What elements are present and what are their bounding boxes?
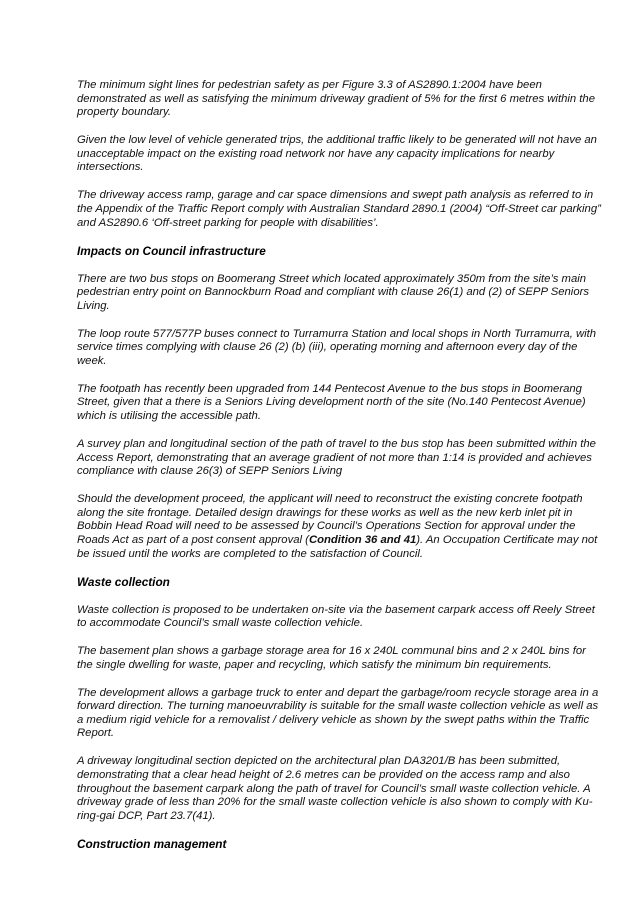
heading-waste-collection: Waste collection	[77, 574, 170, 589]
paragraph-footpath: The footpath has recently been upgraded from 144 Pentecost Avenue to the bus stops in Boomerang Street, given that a there is a Seniors Living development north of the site (No.140 Pentecost Avenue) which is utilising the accessible path.	[77, 382, 586, 423]
paragraph-footpath-text-end: ). An Occupation Certificate may not be issued until the works are completed to the satisfaction of Council.	[77, 533, 598, 560]
paragraph-footpath-reconstruction	[77, 493, 603, 561]
paragraph-sight-lines: The minimum sight lines for pedestrian safety as per Figure 3.3 of AS2890.1:2004 have been demonstrated as well as satisfying the minimum driveway gradient of 5% for the first 6 metres within the property boundary.	[77, 79, 595, 119]
paragraph-bin-storage: The basement plan shows a garbage storage area for 16 x 240L communal bins and 2 x 240L bins for the single dwelling for waste, paper and recycling, which satisfy the minimum bin requirements.	[77, 645, 586, 671]
paragraph-footpath-text-start: Should the development proceed, the applicant will need to reconstruct the existing concrete footpath along the site frontage. Detailed design drawings for these works as well as the new kerb inlet pit in Bobbin Head Road will need to be assessed by Council’s Operations Section for approval under the Roads Act as part of a post consent approval (	[77, 493, 583, 546]
document-page	[77, 79, 603, 866]
paragraph-bus-stops: There are two bus stops on Boomerang Street which located approximately 350m from the site’s main pedestrian entry point on Bannockburn Road and compliant with clause 26(1) and (2) of SEPP Seniors Living.	[77, 272, 590, 312]
paragraph-traffic-impact: Given the low level of vehicle generated trips, the additional traffic likely to be generated will not have an unacceptable impact on the existing road network nor have any capacity implications for nearby intersections.	[77, 134, 597, 174]
paragraph-survey-plan: A survey plan and longitudinal section of the path of travel to the bus stop has been submitted within the Access Report, demonstrating that an average gradient of not more than 1:14 is provided and achieves compliance with clause 26(3) of SEPP Seniors Living	[77, 438, 596, 478]
condition-reference: Condition 36 and 41	[308, 533, 417, 546]
heading-council-infrastructure: Impacts on Council infrastructure	[77, 243, 266, 258]
heading-construction-management: Construction management	[77, 836, 227, 851]
paragraph-garbage-truck: The development allows a garbage truck to enter and depart the garbage/room recycle storage area in a forward direction. The turning manoeuvrability is suitable for the small waste collection vehicle as well as a medium rigid vehicle for a removalist / delivery vehicle as shown by the swept paths within the Traffic Report.	[77, 686, 599, 740]
paragraph-head-height: A driveway longitudinal section depicted on the architectural plan DA3201/B has been submitted, demonstrating that a clear head height of 2.6 metres can be provided on the access ramp and also throughout the basement carpark along the path of travel for Council’s small waste collection vehicle. A driveway grade of less than 20% for the small waste collection vehicle is also shown to comply with Ku-ring-gai DCP, Part 23.7(41).	[77, 755, 593, 822]
paragraph-waste-onsite: Waste collection is proposed to be undertaken on-site via the basement carpark access off Reely Street to accommodate Council’s small waste collection vehicle.	[77, 603, 595, 630]
paragraph-driveway-compliance: The driveway access ramp, garage and car space dimensions and swept path analysis as referred to in the Appendix of the Traffic Report comply with Australian Standard 2890.1 (2004) “Off-Street car parking” and AS2890.6 ‘Off-street parking for people with disabilities’.	[77, 189, 601, 229]
paragraph-bus-route: The loop route 577/577P buses connect to Turramurra Station and local shops in North Turramurra, with service times complying with clause 26 (2) (b) (iii), operating morning and afternoon every day of the week.	[77, 327, 597, 367]
